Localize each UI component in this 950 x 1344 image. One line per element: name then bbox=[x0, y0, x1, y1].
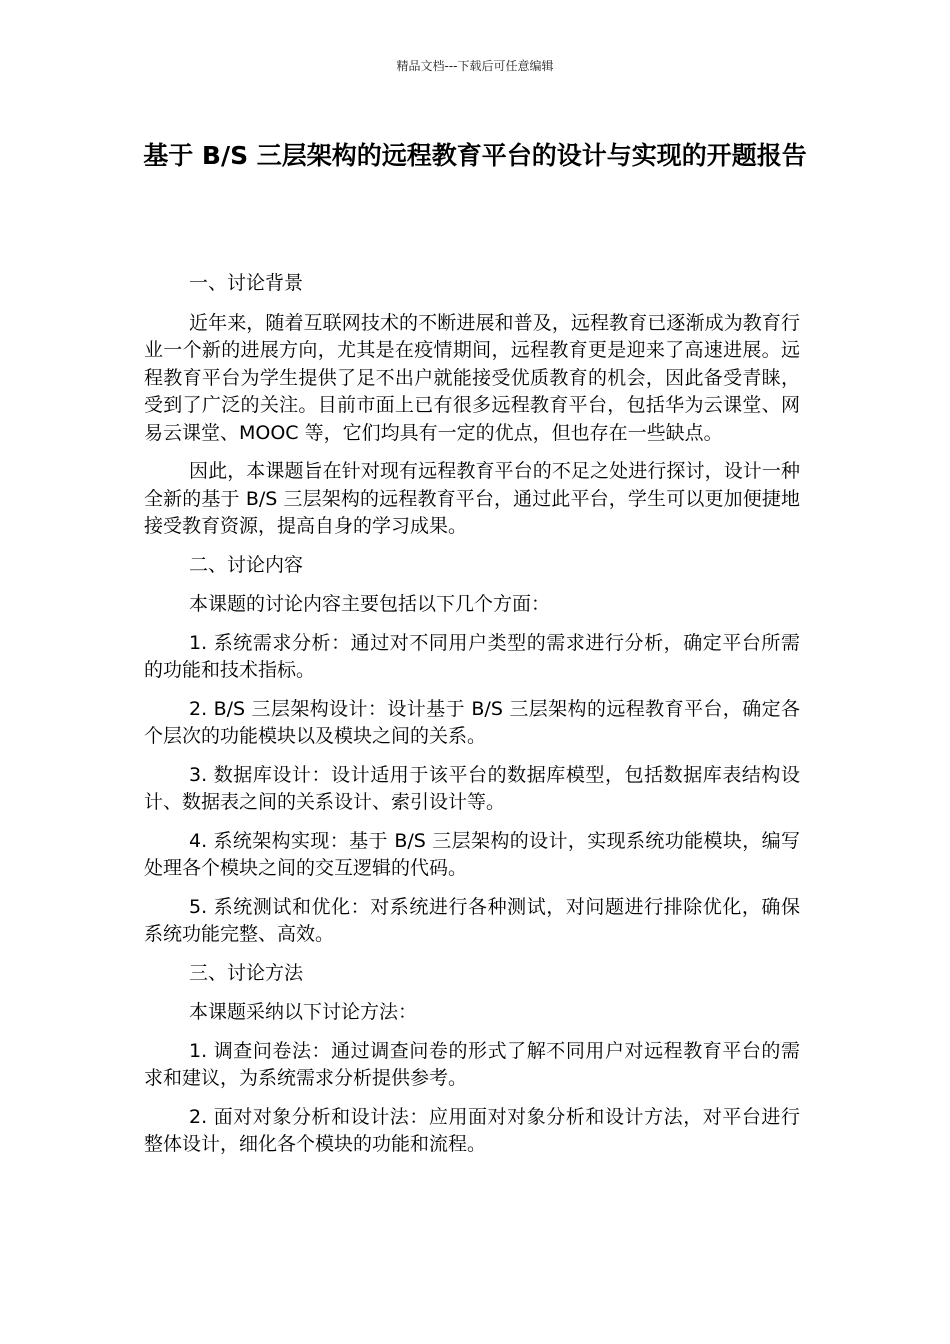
list-item-content-1: 1. 系统需求分析：通过对不同用户类型的需求进行分析，确定平台所需的功能和技术指标。 bbox=[144, 631, 800, 681]
header-note: 精品文档---下载后可任意编辑 bbox=[396, 59, 554, 73]
list-item-content-4: 4. 系统架构实现：基于 B/S 三层架构的设计，实现系统功能模块，编写处理各个模块之间的交互逻辑的代码。 bbox=[144, 829, 800, 879]
list-item-method-1: 1. 调查问卷法：通过调查问卷的形式了解不同用户对远程教育平台的需求和建议，为系统需求分析提供参考。 bbox=[144, 1039, 800, 1089]
paragraph-content-intro: 本课题的讨论内容主要包括以下几个方面： bbox=[189, 593, 551, 615]
paragraph-background-2: 因此，本课题旨在针对现有远程教育平台的不足之处进行探讨，设计一种全新的基于 B/S 三层架构的远程教育平台，通过此平台，学生可以更加便捷地接受教育资源，提高自身的学习成果。 bbox=[144, 460, 800, 537]
document-title: 基于 B/S 三层架构的远程教育平台的设计与实现的开题报告 bbox=[143, 141, 807, 170]
paragraph-method-intro: 本课题采纳以下讨论方法： bbox=[189, 1001, 418, 1023]
section-heading-method: 三、讨论方法 bbox=[189, 961, 304, 984]
paragraph-background-1: 近年来，随着互联网技术的不断进展和普及，远程教育已逐渐成为教育行业一个新的进展方向，尤其是在疫情期间，远程教育更是迎来了高速进展。远程教育平台为学生提供了足不出户就能接受优质教育的机会，因此备受青睐，受到了广泛的关注。目前市面上已有很多远程教育平台，包括华为云课堂、网易云课堂、MOOC 等，它们均具有一定的优点，但也存在一些缺点。 bbox=[144, 311, 800, 444]
section-heading-background: 一、讨论背景 bbox=[189, 272, 304, 294]
list-item-content-3: 3. 数据库设计：设计适用于该平台的数据库模型，包括数据库表结构设计、数据表之间的关系设计、索引设计等。 bbox=[144, 763, 800, 813]
list-item-content-2: 2. B/S 三层架构设计：设计基于 B/S 三层架构的远程教育平台，确定各个层次的功能模块以及模块之间的关系。 bbox=[144, 697, 800, 747]
list-item-method-2: 2. 面对对象分析和设计法：应用面对对象分析和设计方法，对平台进行整体设计，细化各个模块的功能和流程。 bbox=[144, 1105, 800, 1155]
list-item-content-5: 5. 系统测试和优化：对系统进行各种测试，对问题进行排除优化，确保系统功能完整、高效。 bbox=[144, 895, 800, 945]
section-heading-content: 二、讨论内容 bbox=[189, 553, 304, 576]
document-body bbox=[144, 270, 800, 1170]
